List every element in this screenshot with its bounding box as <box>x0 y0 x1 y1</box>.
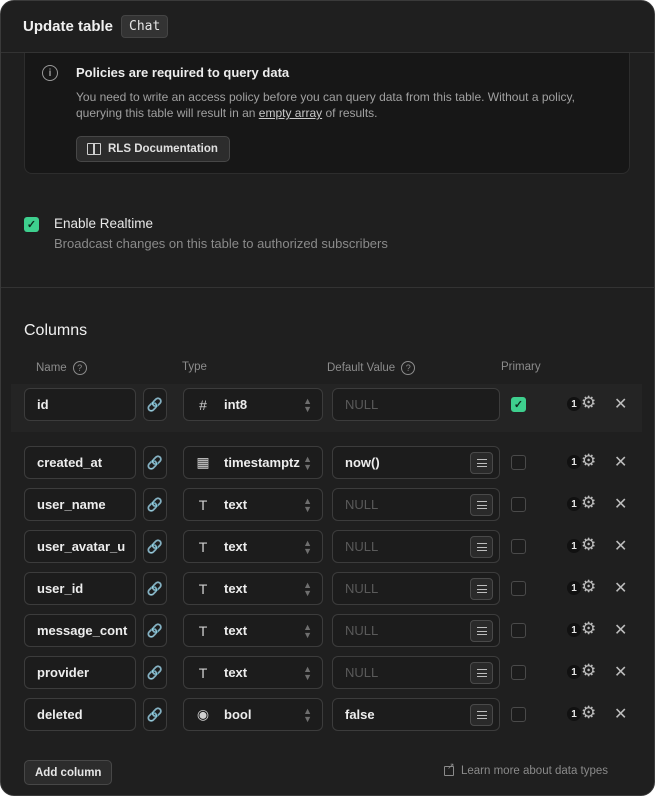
primary-header-label: Primary <box>501 361 541 373</box>
column-type-value: bool <box>224 707 252 722</box>
column-type-value: text <box>224 497 248 512</box>
column-type-select[interactable] <box>183 388 323 421</box>
default-value-input[interactable] <box>332 614 500 647</box>
enable-realtime-label: Enable Realtime <box>54 216 154 231</box>
chevron-up-down-icon: ▲ ▼ <box>303 396 312 414</box>
column-type-select[interactable] <box>183 656 323 689</box>
primary-key-checkbox[interactable] <box>511 665 526 680</box>
default-value-menu-button[interactable] <box>470 536 493 558</box>
column-name-input[interactable]: user_id <box>24 572 136 605</box>
primary-key-checkbox[interactable] <box>511 707 526 722</box>
close-icon[interactable]: ✕ <box>614 538 628 555</box>
foreign-key-link-button[interactable]: 🔗 <box>143 698 167 731</box>
default-value-input[interactable] <box>332 388 500 421</box>
type-column-header <box>182 361 207 373</box>
column-type-value: int8 <box>224 397 248 412</box>
close-icon[interactable]: ✕ <box>614 496 628 513</box>
help-icon[interactable]: ? <box>401 361 415 375</box>
settings-count-badge: 1 <box>567 397 581 411</box>
foreign-key-link-button[interactable]: 🔗 <box>143 530 167 563</box>
book-icon <box>87 143 101 155</box>
column-name-input[interactable]: created_at <box>24 446 136 479</box>
learn-more-label: Learn more about data types <box>461 765 609 777</box>
column-type-value: timestamptz <box>224 455 300 470</box>
foreign-key-link-button[interactable]: 🔗 <box>143 488 167 521</box>
column-name-input[interactable]: id <box>24 388 136 421</box>
gear-icon[interactable]: ⚙ <box>581 619 597 638</box>
foreign-key-link-button[interactable]: 🔗 <box>143 388 167 421</box>
column-name-input[interactable]: user_avatar_u <box>24 530 136 563</box>
notice-title: Policies are required to query data <box>76 65 290 80</box>
gear-icon[interactable]: ⚙ <box>581 703 597 722</box>
chevron-up-down-icon: ▲ ▼ <box>303 622 312 640</box>
default-value-menu-button[interactable] <box>470 662 493 684</box>
default-value-text: NULL <box>345 397 379 412</box>
notice-body-text-2: of results. <box>325 106 378 120</box>
column-type-select[interactable] <box>183 698 323 731</box>
column-type-value: text <box>224 623 248 638</box>
rls-notice <box>24 53 630 174</box>
chevron-up-down-icon: ▲ ▼ <box>303 496 312 514</box>
default-value-input[interactable] <box>332 656 500 689</box>
close-icon[interactable]: ✕ <box>614 454 628 471</box>
column-name-input[interactable]: deleted <box>24 698 136 731</box>
close-icon[interactable]: ✕ <box>614 664 628 681</box>
section-divider <box>1 287 655 288</box>
help-icon[interactable]: ? <box>73 361 87 375</box>
default-value-text: NULL <box>345 497 379 512</box>
default-value-text: NULL <box>345 665 379 680</box>
primary-key-checkbox[interactable] <box>511 623 526 638</box>
settings-count-badge: 1 <box>567 497 581 511</box>
column-row <box>1 698 655 740</box>
default-value-menu-button[interactable] <box>470 620 493 642</box>
enable-realtime-checkbox[interactable]: ✓ <box>24 217 39 232</box>
column-row <box>1 488 655 530</box>
toggle-icon: ◉ <box>196 706 210 722</box>
column-type-select[interactable] <box>183 614 323 647</box>
close-icon[interactable]: ✕ <box>614 580 628 597</box>
primary-key-checkbox[interactable] <box>511 581 526 596</box>
column-type-value: text <box>224 539 248 554</box>
columns-title: Columns <box>24 322 88 339</box>
foreign-key-link-button[interactable]: 🔗 <box>143 656 167 689</box>
column-row <box>1 614 655 656</box>
default-value-input[interactable] <box>332 530 500 563</box>
list-icon <box>477 627 487 635</box>
column-name-input[interactable]: message_cont <box>24 614 136 647</box>
list-icon <box>477 543 487 551</box>
default-value-input[interactable] <box>332 698 500 731</box>
gear-icon[interactable]: ⚙ <box>581 577 597 596</box>
rls-documentation-button[interactable] <box>76 136 230 162</box>
chevron-up-down-icon: ▲ ▼ <box>303 580 312 598</box>
settings-count-badge: 1 <box>567 581 581 595</box>
default-value-menu-button[interactable] <box>470 452 493 474</box>
default-value-text: NULL <box>345 581 379 596</box>
primary-key-checkbox[interactable] <box>511 497 526 512</box>
hash-icon: # <box>199 396 207 413</box>
gear-icon[interactable]: ⚙ <box>581 661 597 680</box>
primary-column-header <box>501 361 541 373</box>
close-icon[interactable]: ✕ <box>614 706 628 723</box>
default-value-text: false <box>345 707 375 722</box>
type-header-label: Type <box>182 361 207 373</box>
name-header-label: Name <box>36 362 67 374</box>
external-link-icon <box>444 766 454 776</box>
gear-icon[interactable]: ⚙ <box>581 393 597 412</box>
text-icon: T <box>198 622 208 639</box>
table-name-tag: Chat <box>121 15 168 38</box>
settings-count-badge: 1 <box>567 707 581 721</box>
name-column-header <box>36 361 87 375</box>
column-row <box>11 384 642 432</box>
foreign-key-link-button[interactable]: 🔗 <box>143 614 167 647</box>
chevron-up-down-icon: ▲ ▼ <box>303 538 312 556</box>
column-type-select[interactable] <box>183 530 323 563</box>
column-type-select[interactable] <box>183 572 323 605</box>
settings-count-badge: 1 <box>567 623 581 637</box>
foreign-key-link-button[interactable]: 🔗 <box>143 572 167 605</box>
column-row <box>1 656 655 698</box>
foreign-key-link-button[interactable]: 🔗 <box>143 446 167 479</box>
default-value-text: NULL <box>345 623 379 638</box>
gear-icon[interactable]: ⚙ <box>581 535 597 554</box>
column-type-select[interactable] <box>183 446 323 479</box>
column-type-select[interactable] <box>183 488 323 521</box>
text-icon: T <box>198 496 208 513</box>
rls-documentation-label: RLS Documentation <box>108 143 218 155</box>
text-icon: T <box>198 580 208 597</box>
list-icon <box>477 669 487 677</box>
column-row <box>1 530 655 572</box>
list-icon <box>477 459 487 467</box>
default-column-header <box>327 361 415 375</box>
list-icon <box>477 711 487 719</box>
text-icon: T <box>198 538 208 555</box>
add-column-button[interactable]: Add column <box>24 760 112 785</box>
chevron-up-down-icon: ▲ ▼ <box>303 454 312 472</box>
info-icon: i <box>42 65 58 81</box>
primary-key-checkbox[interactable] <box>511 455 526 470</box>
gear-icon[interactable]: ⚙ <box>581 451 597 470</box>
calendar-icon: ▦ <box>196 454 210 470</box>
primary-key-checkbox[interactable]: ✓ <box>511 397 526 412</box>
learn-more-link[interactable] <box>444 765 608 777</box>
default-value-input[interactable] <box>332 446 500 479</box>
settings-count-badge: 1 <box>567 455 581 469</box>
default-value-text: now() <box>345 455 380 470</box>
default-value-menu-button[interactable] <box>470 704 493 726</box>
column-type-value: text <box>224 665 248 680</box>
close-icon[interactable]: ✕ <box>614 396 628 413</box>
default-value-input[interactable] <box>332 572 500 605</box>
empty-array-link[interactable]: empty array <box>258 106 323 120</box>
column-name-input[interactable]: user_name <box>24 488 136 521</box>
default-value-menu-button[interactable] <box>470 494 493 516</box>
settings-count-badge: 1 <box>567 665 581 679</box>
notice-body <box>76 89 596 121</box>
settings-count-badge: 1 <box>567 539 581 553</box>
list-icon <box>477 501 487 509</box>
default-value-text: NULL <box>345 539 379 554</box>
gear-icon[interactable]: ⚙ <box>581 493 597 512</box>
default-value-menu-button[interactable] <box>470 578 493 600</box>
panel-header <box>1 1 654 53</box>
primary-key-checkbox[interactable] <box>511 539 526 554</box>
column-row <box>1 446 655 488</box>
list-icon <box>477 585 487 593</box>
column-type-value: text <box>224 581 248 596</box>
text-icon: T <box>198 664 208 681</box>
default-value-input[interactable] <box>332 488 500 521</box>
chevron-up-down-icon: ▲ ▼ <box>303 664 312 682</box>
close-icon[interactable]: ✕ <box>614 622 628 639</box>
notice-body-text-1: You need to write an access policy before you can query data from this table. Without a policy, querying this table will result in an <box>76 90 575 120</box>
chevron-up-down-icon: ▲ ▼ <box>303 706 312 724</box>
default-header-label: Default Value <box>327 362 396 374</box>
column-name-input[interactable]: provider <box>24 656 136 689</box>
panel-title: Update table <box>23 18 114 35</box>
enable-realtime-description: Broadcast changes on this table to authorized subscribers <box>54 236 388 251</box>
column-row <box>1 572 655 614</box>
